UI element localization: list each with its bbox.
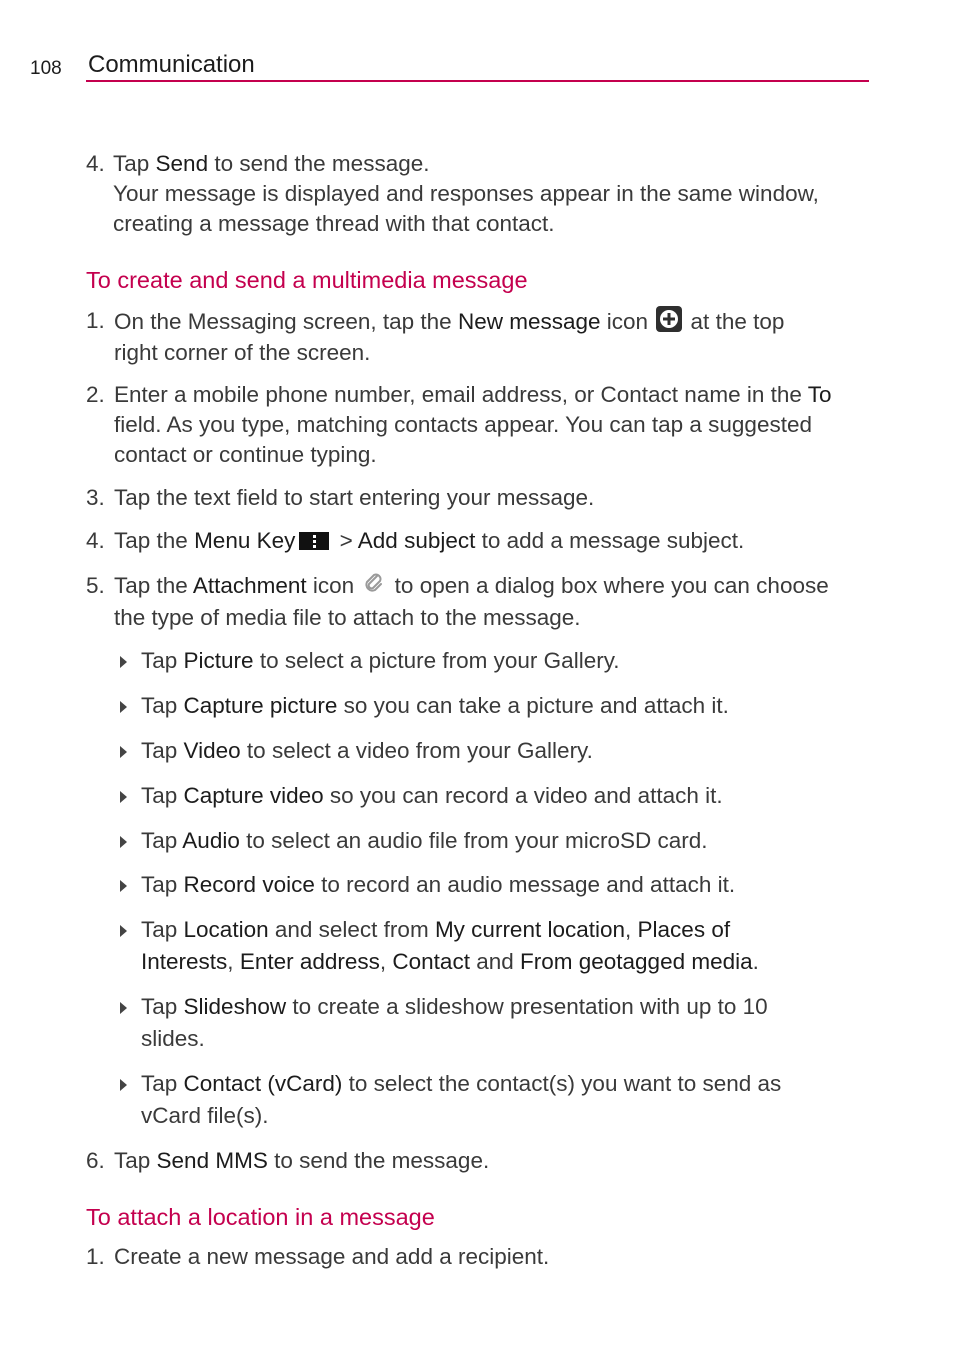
bullet-arrow-icon	[120, 836, 127, 848]
step-text: Tap Send MMS to send the message.	[114, 1148, 490, 1173]
bullet-arrow-icon	[120, 880, 127, 892]
step-text: right corner of the screen.	[114, 340, 371, 365]
bullet-arrow-icon	[120, 656, 127, 668]
bullet-item: Tap Capture picture so you can take a picture and attach it.	[141, 693, 729, 718]
bullet-arrow-icon	[120, 925, 127, 937]
step-text: Tap Send to send the message.	[113, 151, 430, 176]
bullet-item: Tap Picture to select a picture from your Gallery.	[141, 648, 620, 673]
bullet-item: Tap Contact (vCard) to select the contact(s) you want to send as	[141, 1071, 782, 1096]
bullet-arrow-icon	[120, 1079, 127, 1091]
step-number: 1.	[86, 308, 105, 333]
step-text: Create a new message and add a recipient.	[114, 1244, 550, 1269]
step-text: Tap the Attachment icon to open a dialog box where you can choose	[114, 573, 829, 598]
bullet-item: slides.	[141, 1026, 205, 1051]
step-number: 1.	[86, 1244, 105, 1269]
header-rule	[86, 80, 869, 82]
section-heading: To attach a location in a message	[86, 1204, 435, 1230]
step-number: 5.	[86, 573, 105, 598]
step-text: creating a message thread with that contact.	[113, 211, 555, 236]
bullet-item: Interests, Enter address, Contact and From geotagged media.	[141, 949, 759, 974]
bullet-item: Tap Slideshow to create a slideshow presentation with up to 10	[141, 994, 768, 1019]
section-title: Communication	[88, 51, 255, 78]
step-number: 3.	[86, 485, 105, 510]
step-number: 4.	[86, 528, 105, 553]
bullet-arrow-icon	[120, 701, 127, 713]
bullet-item: vCard file(s).	[141, 1103, 269, 1128]
page-number: 108	[30, 58, 62, 79]
step-number: 2.	[86, 382, 105, 407]
step-text: field. As you type, matching contacts appear. You can tap a suggested	[114, 412, 812, 437]
step-text: contact or continue typing.	[114, 442, 377, 467]
step-text: Tap the text field to start entering your message.	[114, 485, 595, 510]
bullet-item: Tap Audio to select an audio file from your microSD card.	[141, 828, 708, 853]
plus-icon	[656, 306, 682, 332]
bullet-item: Tap Capture video so you can record a video and attach it.	[141, 783, 723, 808]
bullet-arrow-icon	[120, 746, 127, 758]
paperclip-icon	[362, 571, 386, 595]
step-text: the type of media file to attach to the message.	[114, 605, 581, 630]
menu-key-icon	[299, 532, 329, 550]
bullet-item: Tap Record voice to record an audio message and attach it.	[141, 872, 736, 897]
step-number: 4.	[86, 151, 105, 176]
step-text: Tap the Menu Key > Add subject to add a message subject.	[114, 528, 745, 553]
page-header	[0, 0, 954, 90]
bullet-item: Tap Video to select a video from your Gallery.	[141, 738, 593, 763]
bullet-arrow-icon	[120, 1002, 127, 1014]
section-heading: To create and send a multimedia message	[86, 267, 528, 293]
bullet-arrow-icon	[120, 791, 127, 803]
bullet-item: Tap Location and select from My current location, Places of	[141, 917, 731, 942]
step-number: 6.	[86, 1148, 105, 1173]
step-text: Your message is displayed and responses appear in the same window,	[113, 181, 819, 206]
step-text: On the Messaging screen, tap the New message icon at the top	[114, 306, 784, 337]
step-text: Enter a mobile phone number, email address, or Contact name in the To	[114, 382, 832, 407]
